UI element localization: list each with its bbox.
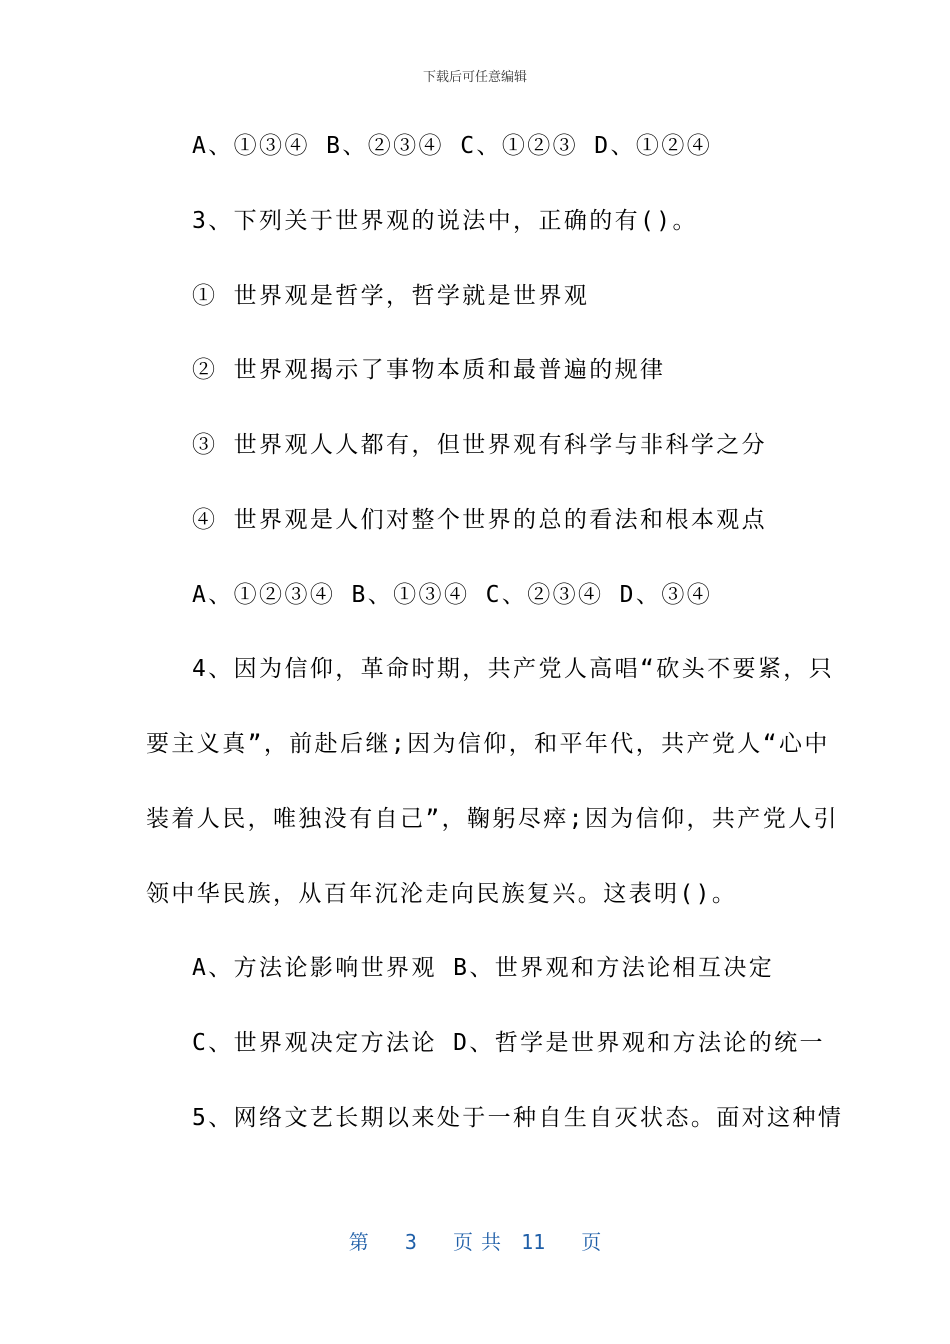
q3-statement-1: ① 世界观是哲学，哲学就是世界观 — [192, 283, 590, 309]
question-4-line-3: 装着人民，唯独没有自己”，鞠躬尽瘁;因为信仰，共产党人引 — [146, 806, 839, 832]
q3-statement-4: ④ 世界观是人们对整个世界的总的看法和根本观点 — [192, 507, 768, 533]
page-header: 下载后可任意编辑 — [422, 70, 527, 85]
footer-suffix: 页 — [581, 1230, 602, 1254]
q3-statement-3: ③ 世界观人人都有，但世界观有科学与非科学之分 — [192, 432, 768, 458]
question-5-line-1: 5、网络文艺长期以来处于一种自生自灭状态。面对这种情 — [192, 1105, 844, 1131]
footer-mid: 页共 — [453, 1230, 510, 1254]
options-q4-ab: A、方法论影响世界观 B、世界观和方法论相互决定 — [192, 955, 775, 981]
footer-prefix: 第 — [348, 1230, 369, 1254]
footer-total-pages: 11 — [521, 1230, 546, 1254]
question-3: 3、下列关于世界观的说法中，正确的有()。 — [192, 208, 698, 234]
options-q3: A、①②③④ B、①③④ C、②③④ D、③④ — [192, 582, 713, 608]
footer-page-number: 3 — [404, 1230, 417, 1254]
question-4-line-1: 4、因为信仰，革命时期，共产党人高唱“砍头不要紧，只 — [192, 656, 835, 682]
q3-statement-2: ② 世界观揭示了事物本质和最普遍的规律 — [192, 357, 666, 383]
question-4-line-4: 领中华民族，从百年沉沦走向民族复兴。这表明()。 — [146, 881, 738, 907]
page-footer — [0, 1226, 950, 1255]
options-q2: A、①③④ B、②③④ C、①②③ D、①②④ — [192, 133, 713, 159]
options-q4-cd: C、世界观决定方法论 D、哲学是世界观和方法论的统一 — [192, 1030, 825, 1056]
question-4-line-2: 要主义真”，前赴后继;因为信仰，和平年代，共产党人“心中 — [146, 731, 830, 757]
